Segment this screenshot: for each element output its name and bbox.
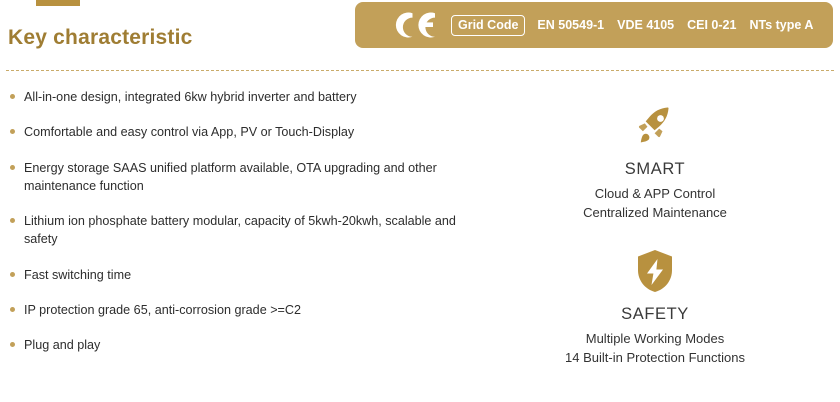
list-item bbox=[8, 123, 460, 141]
highlight-line: 14 Built-in Protection Functions bbox=[565, 349, 745, 365]
certification-banner bbox=[355, 2, 833, 48]
list-item bbox=[8, 266, 460, 284]
standard-item: VDE 4105 bbox=[617, 18, 675, 32]
bullet-icon bbox=[10, 165, 15, 170]
feature-text: Fast switching time bbox=[24, 267, 132, 282]
highlight-title: SMART bbox=[624, 160, 686, 178]
feature-text: Comfortable and easy control via App, PV or Touch-Display bbox=[24, 125, 355, 140]
highlight-description bbox=[470, 330, 840, 368]
certification-standards-list bbox=[537, 18, 813, 32]
highlight-safety bbox=[470, 245, 840, 368]
feature-text: Lithium ion phosphate battery modular, capacity of 5kwh-20kwh, scalable and safety bbox=[24, 214, 456, 247]
list-item bbox=[8, 159, 460, 196]
feature-text: Plug and play bbox=[24, 338, 101, 352]
highlight-description bbox=[470, 185, 840, 223]
page-title: Key characteristic bbox=[8, 26, 193, 49]
list-item bbox=[8, 212, 460, 249]
shield-bolt-icon bbox=[470, 245, 840, 297]
section-divider bbox=[6, 70, 834, 71]
list-item bbox=[8, 301, 460, 319]
rocket-icon bbox=[470, 100, 840, 152]
bullet-icon bbox=[10, 129, 15, 134]
bullet-icon bbox=[10, 342, 15, 347]
bullet-icon bbox=[10, 272, 15, 277]
bullet-icon bbox=[10, 218, 15, 223]
feature-text: Energy storage SAAS unified platform available, OTA upgrading and other maintenance function bbox=[24, 160, 437, 193]
standard-item: NTs type A bbox=[749, 18, 814, 32]
list-item bbox=[8, 336, 460, 354]
highlight-column bbox=[470, 100, 840, 389]
bullet-icon bbox=[10, 307, 15, 312]
standard-item: EN 50549-1 bbox=[537, 18, 605, 32]
list-item bbox=[8, 88, 460, 106]
highlight-title: SAFETY bbox=[621, 304, 689, 323]
highlight-smart bbox=[470, 100, 840, 223]
feature-list bbox=[8, 88, 460, 371]
highlight-line: Cloud & APP Control bbox=[594, 186, 716, 201]
highlight-line: Centralized Maintenance bbox=[583, 204, 727, 220]
highlight-line: Multiple Working Modes bbox=[585, 330, 725, 346]
corner-accent-block bbox=[36, 0, 80, 6]
grid-code-chip: Grid Code bbox=[451, 15, 525, 36]
ce-mark-icon bbox=[395, 11, 437, 39]
feature-text: All-in-one design, integrated 6kw hybrid inverter and battery bbox=[24, 90, 357, 104]
bullet-icon bbox=[10, 94, 15, 99]
feature-text: IP protection grade 65, anti-corrosion grade >=C2 bbox=[24, 302, 302, 317]
standard-item: CEI 0-21 bbox=[687, 18, 737, 32]
